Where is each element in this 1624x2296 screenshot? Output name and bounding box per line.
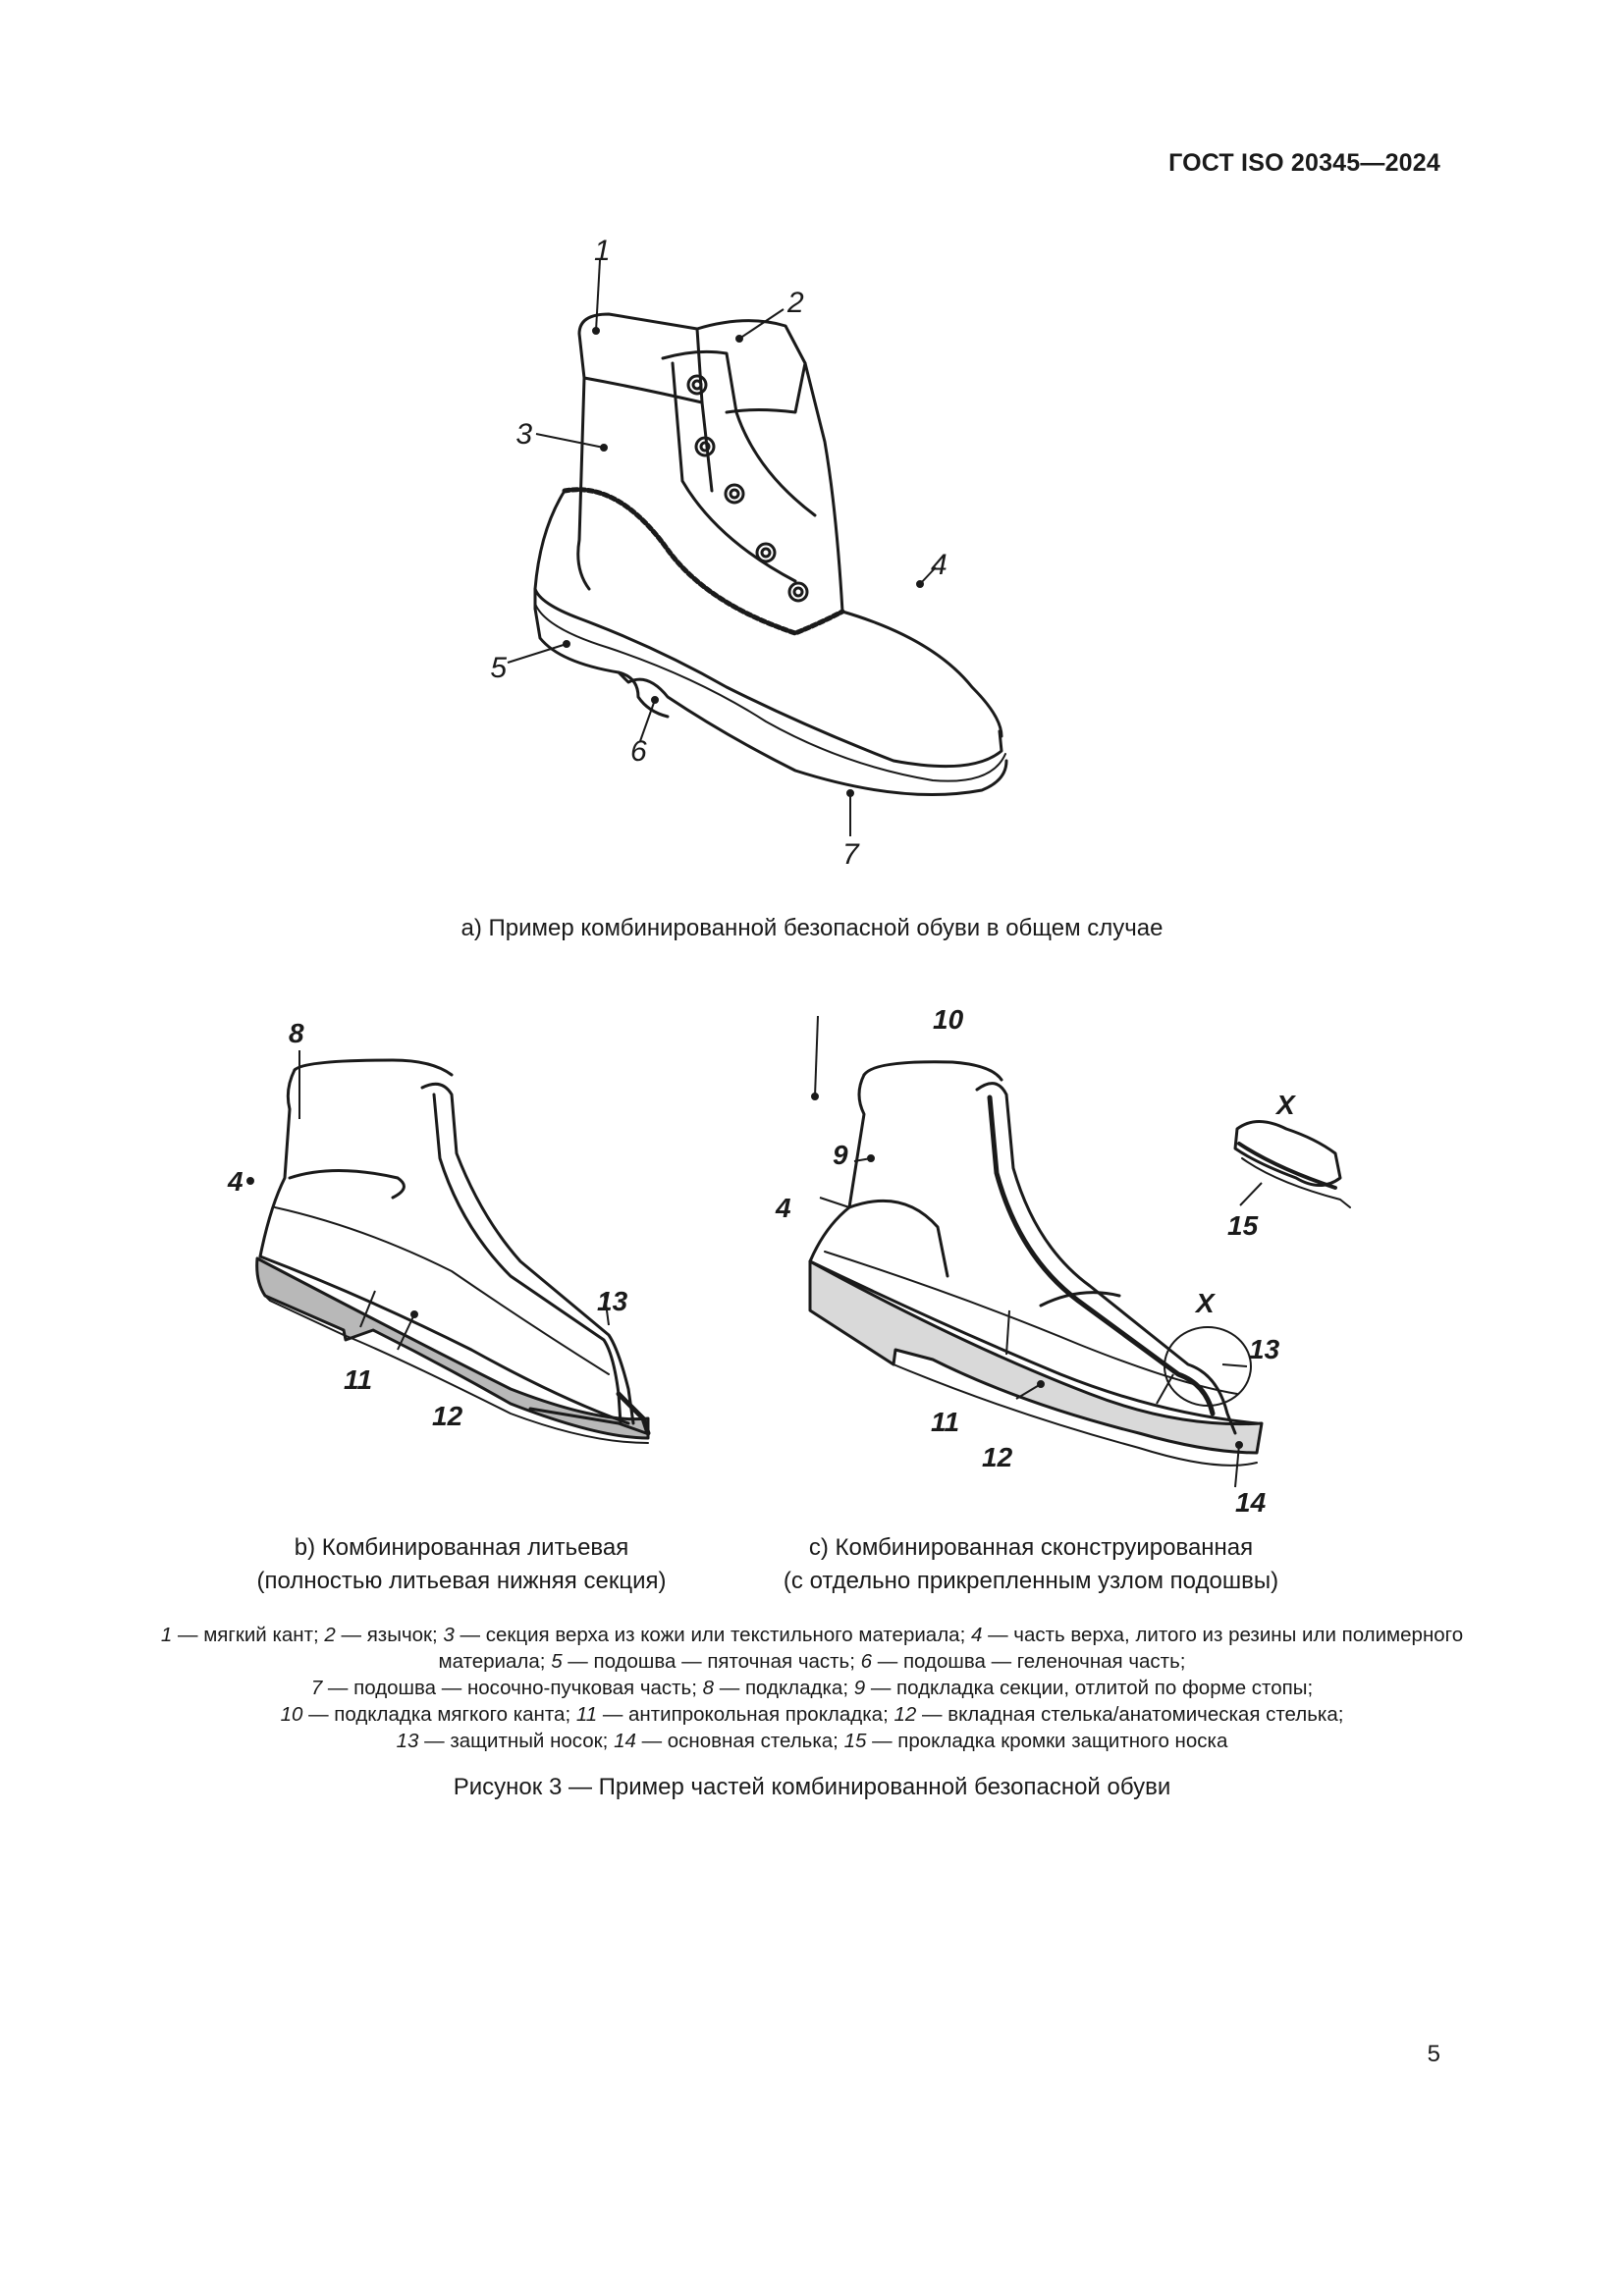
callout-6: 6 [630,735,647,768]
figure-a-caption: а) Пример комбинированной безопасной обуви в общем случае [460,915,1164,941]
callout-9: 9 [833,1140,848,1170]
callout-7: 7 [842,838,859,871]
callout-10: 10 [933,1004,964,1035]
figure-b-caption-line1: b) Комбинированная литьевая [294,1534,629,1561]
figure-c-caption-line1: с) Комбинированная сконструированная [808,1534,1254,1561]
callout-1: 1 [594,235,611,267]
figure-b-boot-drawing [216,1001,687,1492]
figure-title: Рисунок 3 — Пример частей комбинированной безопасной обуви [453,1774,1171,1800]
figure-a-boot-drawing [471,216,1080,893]
document-header-title: ГОСТ ISO 20345—2024 [1168,149,1440,177]
detail-x-label: X [1276,1090,1295,1120]
callout-12b: 12 [432,1401,463,1431]
callout-4c: 4 [776,1193,791,1223]
callout-14: 14 [1235,1487,1267,1518]
callout-15: 15 [1227,1210,1259,1241]
figure-c-boot-drawing [766,982,1375,1522]
callout-8: 8 [289,1018,304,1048]
callout-12c: 12 [982,1442,1013,1472]
callout-11b: 11 [344,1364,373,1395]
figure-c-caption [776,1531,1286,1598]
callout-13b: 13 [597,1286,628,1316]
figure-b-caption-line2: (полностью литьевая нижняя секция) [256,1568,667,1594]
callout-3: 3 [515,418,532,451]
figure-b-caption [216,1531,707,1598]
callout-2: 2 [787,287,804,319]
callout-4b: 4 [228,1166,244,1197]
callout-x-marker: X [1196,1288,1215,1318]
figure-legend: 1 — мягкий кант; 2 — язычок; 3 — секция верха из кожи или текстильного материала; 4 — часть верха, литого из резины или полимерного материала; 5 — подошва — пяточная часть; 6 — подошва — геленочная часть; 7 — подошва — носочно-пучковая часть; 8 — подкладка; 9 — подкладка секции, отлитой по форме стопы; 10 — подкладка мягкого канта; 11 — антипрокольная прокладка; 12 — вкладная стелька/анатомическая стелька; 13 — защитный носок; 14 — основная стелька; 15 — прокладка кромки защитного носка [160,1624,1464,1752]
figure-c-caption-line2: (с отдельно прикрепленным узлом подошвы) [783,1568,1279,1594]
callout-4: 4 [931,549,947,581]
callout-11c: 11 [931,1407,960,1437]
callout-5: 5 [490,652,507,684]
callout-13c: 13 [1249,1334,1280,1364]
page-number: 5 [1427,2041,1440,2067]
